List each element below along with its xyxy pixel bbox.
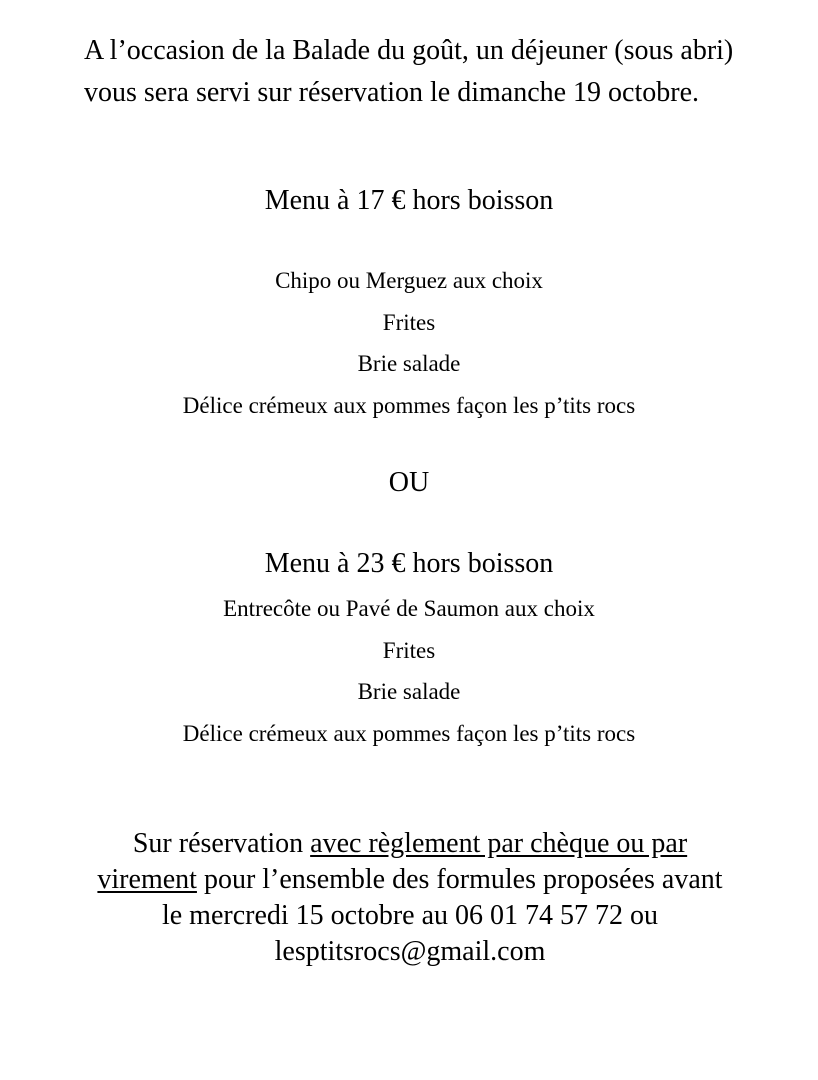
menu-1-item-main: Chipo ou Merguez aux choix: [275, 268, 543, 293]
menu-2-item-dessert: Délice crémeux aux pommes façon les p’tits rocs: [182, 721, 636, 746]
menu-1-title: Menu à 17 € hors boisson: [264, 185, 554, 216]
menu-2-item-side: Frites: [382, 638, 436, 663]
menu-2-title: Menu à 23 € hors boisson: [264, 548, 554, 579]
reservation-notice: [90, 826, 730, 970]
reservation-details: pour l’ensemble des formules proposées avant le mercredi 15 octobre au 06 01 74 57 72 ou lesptitsrocs@gmail.com: [161, 864, 723, 967]
menu-2-item-cheese: Brie salade: [357, 679, 461, 704]
menu-1-item-dessert: Délice crémeux aux pommes façon les p’tits rocs: [182, 393, 636, 418]
menu-1-item-cheese: Brie salade: [357, 351, 461, 376]
menu-1-item-side: Frites: [382, 310, 436, 335]
reservation-prefix: Sur réservation: [132, 828, 311, 859]
menu-separator: OU: [388, 467, 430, 498]
intro-paragraph: A l’occasion de la Balade du goût, un déjeuner (sous abri) vous sera servi sur réservation le dimanche 19 octobre.: [84, 35, 734, 108]
payment-terms: avec règlement par chèque ou par virement: [97, 828, 688, 895]
menu-2-item-main: Entrecôte ou Pavé de Saumon aux choix: [223, 596, 595, 621]
